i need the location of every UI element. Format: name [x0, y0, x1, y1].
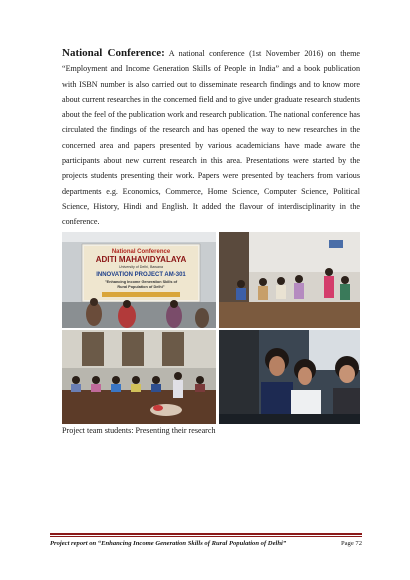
photo-audience-2 [62, 330, 216, 424]
photo-banner [62, 232, 216, 328]
banner-line-4: INNOVATION PROJECT AM-301 [96, 272, 186, 278]
banner-line-3: University of Delhi, Bawana [119, 265, 163, 269]
page-number: Page 72 [340, 540, 362, 547]
banner-line-1: National Conference [111, 249, 171, 255]
participants-photo-image [219, 330, 360, 424]
banner-line-2: ADITI MAHAVIDYALAYA [95, 255, 187, 264]
footer-divider [50, 533, 362, 535]
banner-photo-image [62, 232, 216, 328]
conference-paragraph [62, 46, 360, 230]
footer-divider-thin [50, 536, 362, 537]
banner-line-6: Rural Population of Delhi" [117, 285, 165, 289]
photo-collage [62, 232, 360, 424]
footer-title: Project report on “Enhancing Income Generation Skills of Rural Population of Delhi” [50, 540, 287, 547]
banner-line-5: "Enhancing Income Generation Skills of [104, 280, 178, 284]
audience-photo-image [219, 232, 360, 328]
photo-participants-closeup [219, 330, 360, 424]
photo-caption: Project team students: Presenting their research [62, 426, 216, 435]
photo-audience-1 [219, 232, 360, 328]
section-heading: National Conference: [62, 47, 165, 59]
students-photo-image [62, 330, 216, 424]
paragraph-text: A national conference (1st November 2016) on theme “Employment and Income Generation Skills of People in India” and a book publication with ISBN number is also carried out to disseminate research findings and to know more about current researches in the concerned field and to give under graduate research students about the feel of the publication work and research publication. The national conference has circulated the findings of the research and has opened the way to new researches in the concerned area and papers presented by various academicians have made aware the participants about new current research in this area. Presentations were started by the projects students presenting their work. Papers were presented by teachers from various departments e.g. Economics, Commerce, Home Science, Computer Science, Political Science, History, Hindi and English. It added the flavour of interdisciplinarity in the conference. [62, 49, 360, 227]
